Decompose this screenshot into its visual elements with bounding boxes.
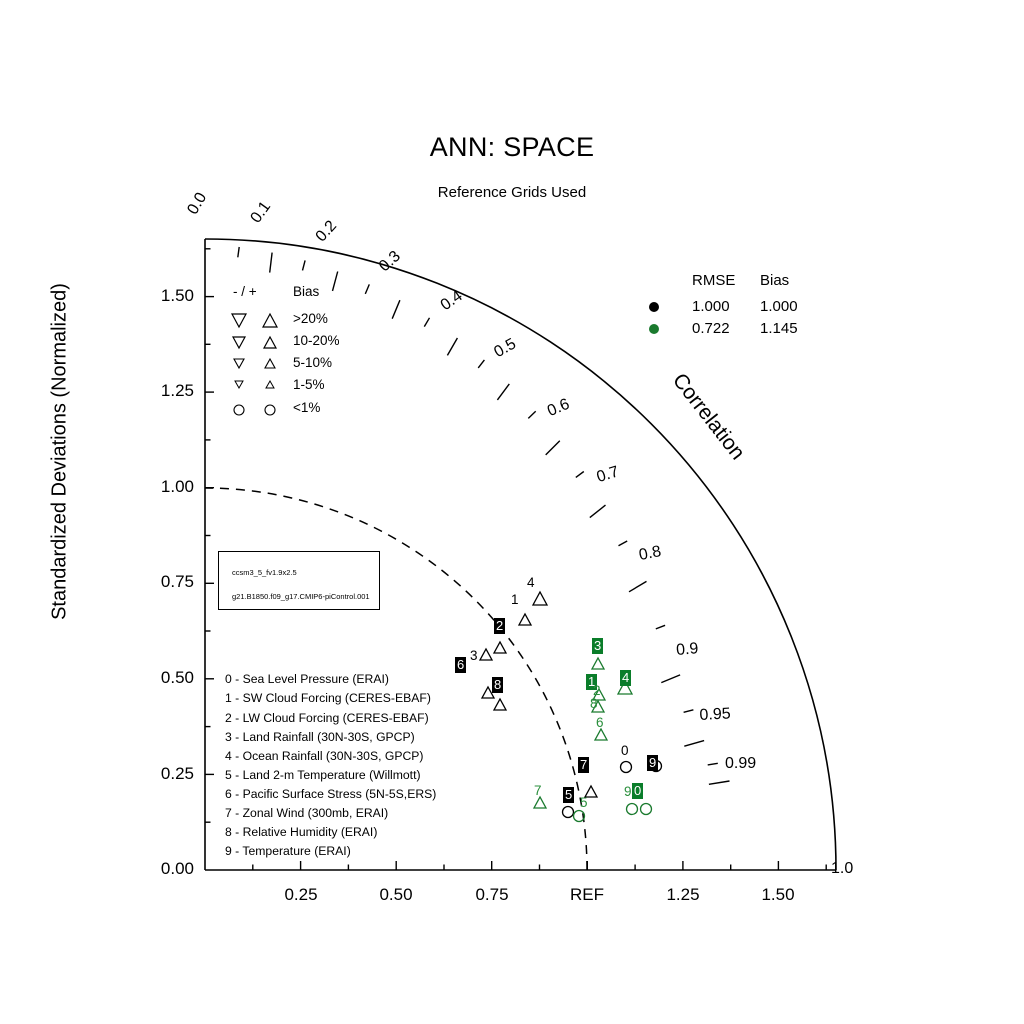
variable-list-item-3: 3 - Land Rainfall (30N-30S, GPCP) (225, 730, 415, 744)
stats-col-bias: Bias (760, 272, 790, 289)
corr-tick-0.7: 0.7 (594, 463, 621, 487)
x-tick-1: 0.50 (379, 885, 413, 904)
point-label-black-1: 1 (511, 592, 519, 607)
variable-list-item-9: 9 - Temperature (ERAI) (225, 844, 351, 858)
point-label-black-7: 7 (580, 757, 588, 772)
corr-tick-0.6: 0.6 (544, 395, 573, 421)
x-tick-0: 0.25 (284, 885, 318, 904)
stats-rmse-series-1: 0.722 (692, 320, 730, 337)
legend-label-series-1: g21.B1850.f09_g17.CMIP6-piControl.001 (232, 592, 370, 601)
point-label-green-5: 5 (580, 795, 588, 810)
point-label-green-8: 8 (590, 696, 598, 711)
bias-key-row-1: 10-20% (293, 333, 340, 348)
variable-list-item-4: 4 - Ocean Rainfall (30N-30S, GPCP) (225, 749, 424, 763)
y-axis-label: Standardized Deviations (Normalized) (48, 283, 71, 620)
point-label-green-9: 9 (624, 784, 632, 799)
legend-label-series-0: ccsm3_5_fv1.9x2.5 (232, 568, 297, 577)
point-label-black-5: 5 (565, 787, 573, 802)
corr-tick-0.3: 0.3 (375, 247, 404, 276)
y-tick-3: 0.75 (160, 572, 194, 591)
variable-list-item-5: 5 - Land 2-m Temperature (Willmott) (225, 768, 421, 782)
bias-key-row-4: <1% (293, 400, 321, 415)
variable-list-item-7: 7 - Zonal Wind (300mb, ERAI) (225, 806, 389, 820)
y-tick-5: 1.25 (160, 381, 194, 400)
stats-rmse-series-0: 1.000 (692, 298, 730, 315)
corr-tick-0.99: 0.99 (725, 755, 757, 772)
point-label-green-0: 0 (634, 783, 642, 798)
y-tick-2: 0.50 (160, 668, 194, 687)
variable-list-item-0: 0 - Sea Level Pressure (ERAI) (225, 672, 389, 686)
point-label-black-9: 9 (649, 755, 657, 770)
variable-list-item-6: 6 - Pacific Surface Stress (5N-5S,ERS) (225, 787, 437, 801)
corr-tick-0.5: 0.5 (491, 335, 519, 362)
y-tick-4: 1.00 (160, 477, 194, 496)
bias-key-row-2: 5-10% (293, 355, 333, 370)
point-label-black-4: 4 (527, 575, 535, 590)
point-label-green-1: 1 (588, 674, 596, 689)
stats-bias-series-0: 1.000 (760, 298, 798, 315)
x-tick-3: REF (570, 885, 604, 904)
x-tick-5: 1.50 (761, 885, 795, 904)
variable-list-item-2: 2 - LW Cloud Forcing (CERES-EBAF) (225, 711, 429, 725)
y-tick-1: 0.25 (160, 764, 194, 783)
corr-tick-0.4: 0.4 (437, 287, 466, 315)
stats-bias-series-1: 1.145 (760, 320, 798, 337)
corr-tick-0.8: 0.8 (637, 543, 663, 565)
chart-title: ANN: SPACE (429, 132, 595, 162)
series-legend-box (218, 551, 380, 610)
x-tick-2: 0.75 (475, 885, 509, 904)
y-tick-6: 1.50 (160, 286, 194, 305)
point-label-black-6: 6 (457, 657, 465, 672)
point-label-green-2: 2 (593, 683, 601, 698)
corr-tick-0.95: 0.95 (699, 705, 732, 725)
point-label-green-6: 6 (596, 715, 604, 730)
point-label-green-3: 3 (594, 638, 602, 653)
corr-tick-0.2: 0.2 (312, 217, 341, 246)
point-label-green-4: 4 (622, 670, 630, 685)
stats-col-rmse: RMSE (692, 272, 736, 289)
point-label-green-7: 7 (534, 783, 542, 798)
bias-key-row-3: 1-5% (293, 377, 325, 392)
chart-subtitle: Reference Grids Used (437, 184, 587, 201)
corr-tick-0.9: 0.9 (675, 640, 700, 660)
x-tick-4: 1.25 (666, 885, 700, 904)
corr-tick-1.0: 1.0 (831, 860, 854, 877)
variable-list-item-1: 1 - SW Cloud Forcing (CERES-EBAF) (225, 691, 431, 705)
bias-key-row-0: >20% (293, 311, 328, 326)
point-label-black-0: 0 (621, 743, 629, 758)
point-label-black-2: 2 (496, 618, 504, 633)
y-tick-0: 0.00 (160, 859, 194, 878)
variable-list-item-8: 8 - Relative Humidity (ERAI) (225, 825, 378, 839)
corr-tick-0.0: 0.0 (184, 189, 211, 218)
corr-tick-0.1: 0.1 (247, 198, 275, 227)
bias-key-label-header: Bias (293, 284, 320, 299)
point-label-black-3: 3 (470, 648, 478, 663)
point-label-black-8: 8 (494, 677, 502, 692)
correlation-axis-label: Correlation (667, 369, 750, 465)
bias-key-sign-header: - / + (233, 284, 257, 299)
